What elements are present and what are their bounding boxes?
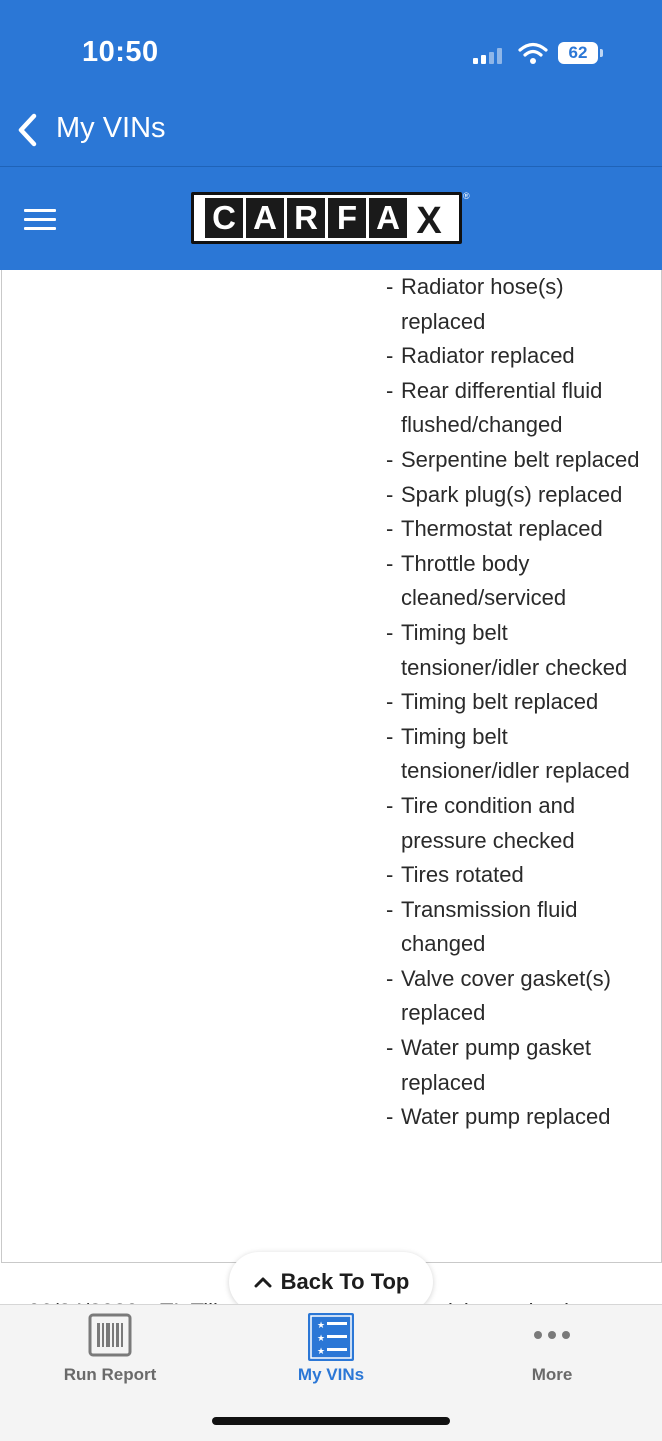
- list-item: - Thermostat replaced: [386, 516, 603, 542]
- tab-label-my-vins: My VINs: [297, 1365, 365, 1384]
- svg-text:★: ★: [317, 1347, 326, 1357]
- report-content: [0, 270, 662, 1304]
- service-list: [386, 270, 648, 1135]
- svg-text:★: ★: [317, 1321, 326, 1331]
- back-to-top-button[interactable]: [229, 1252, 433, 1312]
- wifi-icon: [518, 42, 548, 66]
- home-indicator: [212, 1417, 450, 1425]
- tab-label-run-report: Run Report: [63, 1365, 157, 1384]
- carfax-logo: [191, 192, 462, 244]
- list-item: - Valve cover gasket(s) replaced: [386, 965, 611, 1026]
- list-item: - Tires rotated: [386, 862, 524, 888]
- logo-letter: R: [287, 198, 325, 238]
- list-item: - Radiator replaced: [386, 343, 575, 369]
- list-item: - Radiator hose(s) replaced: [386, 274, 564, 334]
- list-item: - Water pump replaced: [386, 1104, 611, 1130]
- logo-letter: A: [246, 198, 284, 238]
- barcode-icon: [88, 1313, 132, 1357]
- battery-icon: 62: [558, 42, 598, 64]
- list-item: - Water pump gasket replaced: [386, 1035, 591, 1095]
- list-item: - Rear differential fluid flushed/changed: [386, 377, 603, 438]
- logo-letter: A: [369, 198, 407, 238]
- back-to-top-label: Back To Top: [280, 1269, 410, 1294]
- cellular-signal-icon: [473, 48, 507, 64]
- list-item: - Transmission fluid changed: [386, 896, 578, 957]
- chevron-up-icon: [253, 1275, 273, 1289]
- more-dots-icon: [532, 1313, 572, 1357]
- back-chevron-icon[interactable]: [12, 110, 42, 150]
- battery-nub: [600, 49, 603, 57]
- logo-letter: C: [205, 198, 243, 238]
- list-item: - Serpentine belt replaced: [386, 446, 640, 472]
- nav-bar: [0, 100, 662, 166]
- vin-list-icon: [308, 1313, 354, 1361]
- service-record-card: [1, 270, 662, 1263]
- tab-run-report[interactable]: [20, 1305, 200, 1395]
- list-item: - Timing belt replaced: [386, 689, 599, 715]
- hamburger-menu-icon[interactable]: [24, 209, 56, 231]
- list-item: - Timing belt tensioner/idler replaced: [386, 723, 630, 784]
- list-item: - Spark plug(s) replaced: [386, 481, 623, 507]
- tab-more[interactable]: [462, 1305, 642, 1395]
- tab-label-more: More: [531, 1365, 573, 1384]
- brand-bar: [0, 167, 662, 270]
- list-item: - Timing belt tensioner/idler checked: [386, 619, 628, 680]
- app-header: [0, 0, 662, 270]
- status-bar: [0, 0, 662, 100]
- list-item: - Tire condition and pressure checked: [386, 792, 576, 853]
- logo-letter: F: [328, 198, 366, 238]
- list-item: - Throttle body cleaned/serviced: [386, 550, 567, 611]
- status-time: 10:50: [82, 36, 159, 68]
- tab-my-vins[interactable]: [241, 1305, 421, 1395]
- registered-mark: ®: [463, 191, 470, 201]
- back-button-label[interactable]: My VINs: [56, 112, 166, 144]
- svg-text:★: ★: [317, 1334, 326, 1344]
- logo-letter: X: [410, 198, 448, 238]
